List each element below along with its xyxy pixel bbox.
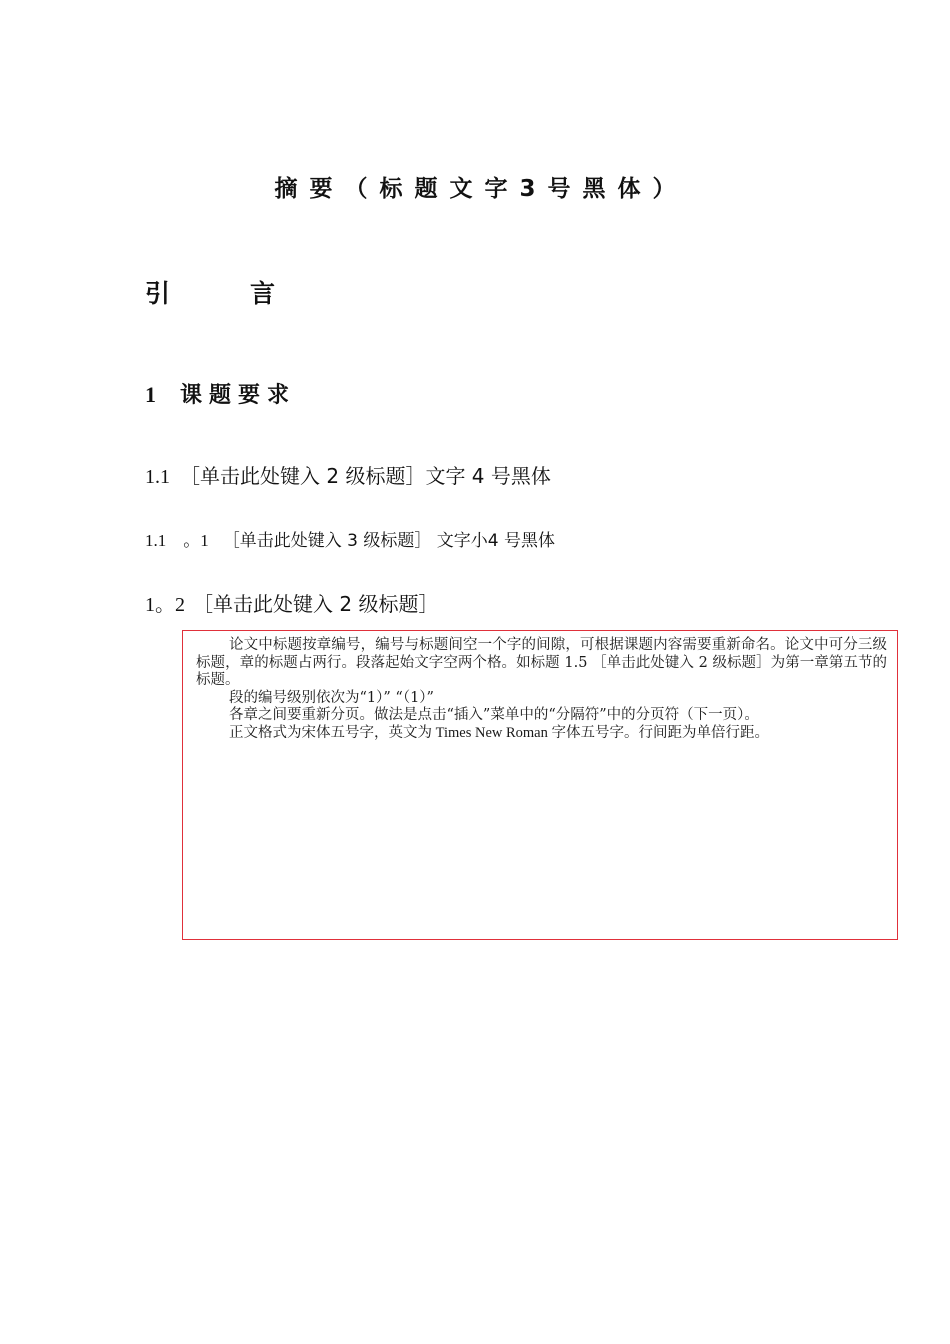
note-paragraph: 各章之间要重新分页。做法是点击“插入”菜单中的“分隔符”中的分页符（下一页）。 bbox=[229, 707, 759, 723]
note-paragraph: 论文中标题按章编号，编号与标题间空一个字的间隙，可根据课题内容需要重新命名。论文中可分三级标题，章的标题占两行。段落起始文字空两个格。如标题 1.5 ［单击此处键入 2 级标题］为第一章第五节的标题。 bbox=[196, 637, 887, 688]
subsection-1-1-1-number: 1.1 。1 bbox=[145, 531, 209, 550]
section-1-2-number: 1。2 bbox=[145, 594, 185, 616]
instruction-note-box bbox=[182, 630, 898, 940]
section-1-2-heading bbox=[145, 588, 438, 617]
introduction-title bbox=[145, 274, 275, 310]
subsection-1-1-1-heading bbox=[145, 526, 555, 551]
chapter-1-title: 课题要求 bbox=[180, 383, 297, 408]
section-1-1-heading bbox=[145, 460, 551, 489]
chapter-1-number: 1 bbox=[145, 382, 156, 407]
abstract-title: 摘要（标题文字3号黑体） bbox=[274, 176, 688, 202]
section-1-2-title: ［单击此处键入 2 级标题］ bbox=[193, 592, 439, 616]
section-1-1-title: ［单击此处键入 2 级标题］文字 4 号黑体 bbox=[180, 464, 551, 488]
section-1-1-number: 1.1 bbox=[145, 466, 170, 488]
note-paragraph: 正文格式为宋体五号字，英文为 Times New Roman 字体五号字。行间距为单倍行距。 bbox=[229, 724, 769, 741]
note-paragraph: 段的编号级别依次为“1）” “（1）” bbox=[229, 689, 434, 706]
introduction-char-2: 言 bbox=[250, 279, 276, 308]
introduction-char-1: 引 bbox=[145, 279, 171, 308]
chapter-1-heading bbox=[145, 378, 296, 409]
subsection-1-1-1-title: ［单击此处键入 3 级标题］ 文字小4 号黑体 bbox=[222, 531, 555, 551]
